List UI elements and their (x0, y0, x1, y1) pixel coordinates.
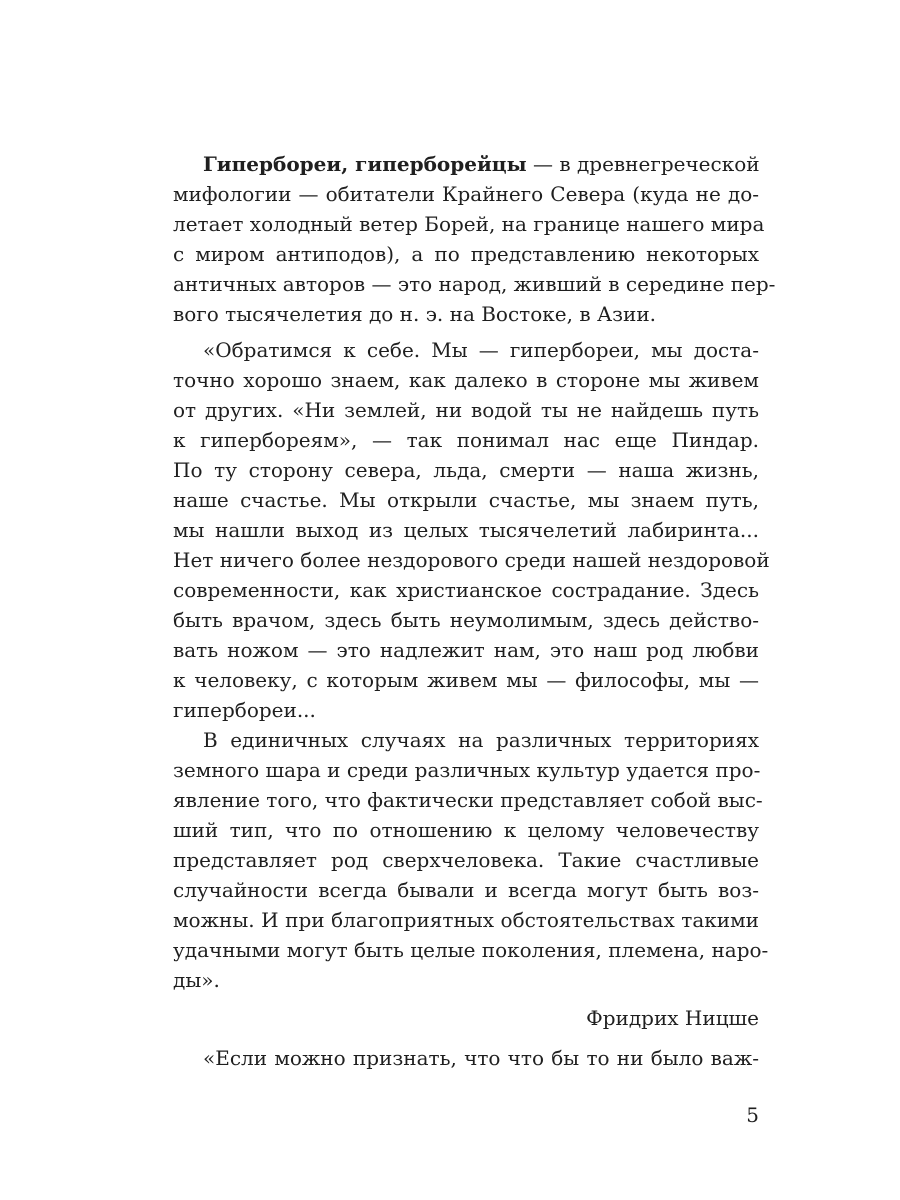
text-line: мифологии — обитатели Крайнего Севера (куда не до- (173, 182, 759, 206)
text-line: к человеку, с которым живем мы — философы, мы — (173, 668, 759, 692)
text-line: гипербореи... (173, 698, 316, 722)
text-line: случайности всегда бывали и всегда могут быть воз- (173, 878, 759, 902)
text-line: ды». (173, 968, 220, 992)
page-number: 5 (746, 1103, 759, 1127)
text-line: можны. И при благоприятных обстоятельствах такими (173, 908, 759, 932)
text-line: точно хорошо знаем, как далеко в стороне мы живем (173, 368, 759, 392)
text-line: удачными могут быть целые поколения, племена, наро- (173, 938, 769, 962)
text-line: современности, как христианское сострадание. Здесь (173, 578, 759, 602)
text-line: вать ножом — это надлежит нам, это наш род любви (173, 638, 759, 662)
term-heading: Гипербореи, гиперборейцы (203, 152, 527, 176)
text-line: Гипербореи, гиперборейцы — в древнегреческой (203, 152, 760, 176)
text-line: ший тип, что по отношению к целому человечеству (173, 818, 759, 842)
text-line: Нет ничего более нездорового среди нашей нездоровой (173, 548, 770, 572)
text-line: По ту сторону севера, льда, смерти — наша жизнь, (173, 458, 759, 482)
text-line: земного шара и среди различных культур удается про- (173, 758, 761, 782)
text-line: явление того, что фактически представляет собой выс- (173, 788, 763, 812)
text-line: быть врачом, здесь быть неумолимым, здесь действо- (173, 608, 759, 632)
text-line: к гипербореям», — так понимал нас еще Пиндар. (173, 428, 759, 452)
quote-attribution: Фридрих Ницше (586, 1006, 759, 1030)
text-line: представляет род сверхчеловека. Такие счастливые (173, 848, 759, 872)
text-line: В единичных случаях на различных территориях (203, 728, 759, 752)
text-line: от других. «Ни землей, ни водой ты не найдешь путь (173, 398, 759, 422)
text-line: «Обратимся к себе. Мы — гипербореи, мы доста- (203, 338, 759, 362)
text-line: вого тысячелетия до н. э. на Востоке, в Азии. (173, 302, 657, 326)
text-line: наше счастье. Мы открыли счастье, мы знаем путь, (173, 488, 759, 512)
text-line: античных авторов — это народ, живший в середине пер- (173, 272, 776, 296)
text-line: с миром антиподов), а по представлению некоторых (173, 242, 759, 266)
text-line: летает холодный ветер Борей, на границе нашего мира (173, 212, 765, 236)
text-line: мы нашли выход из целых тысячелетий лабиринта... (173, 518, 759, 542)
text-line: «Если можно признать, что что бы то ни было важ- (203, 1046, 759, 1070)
